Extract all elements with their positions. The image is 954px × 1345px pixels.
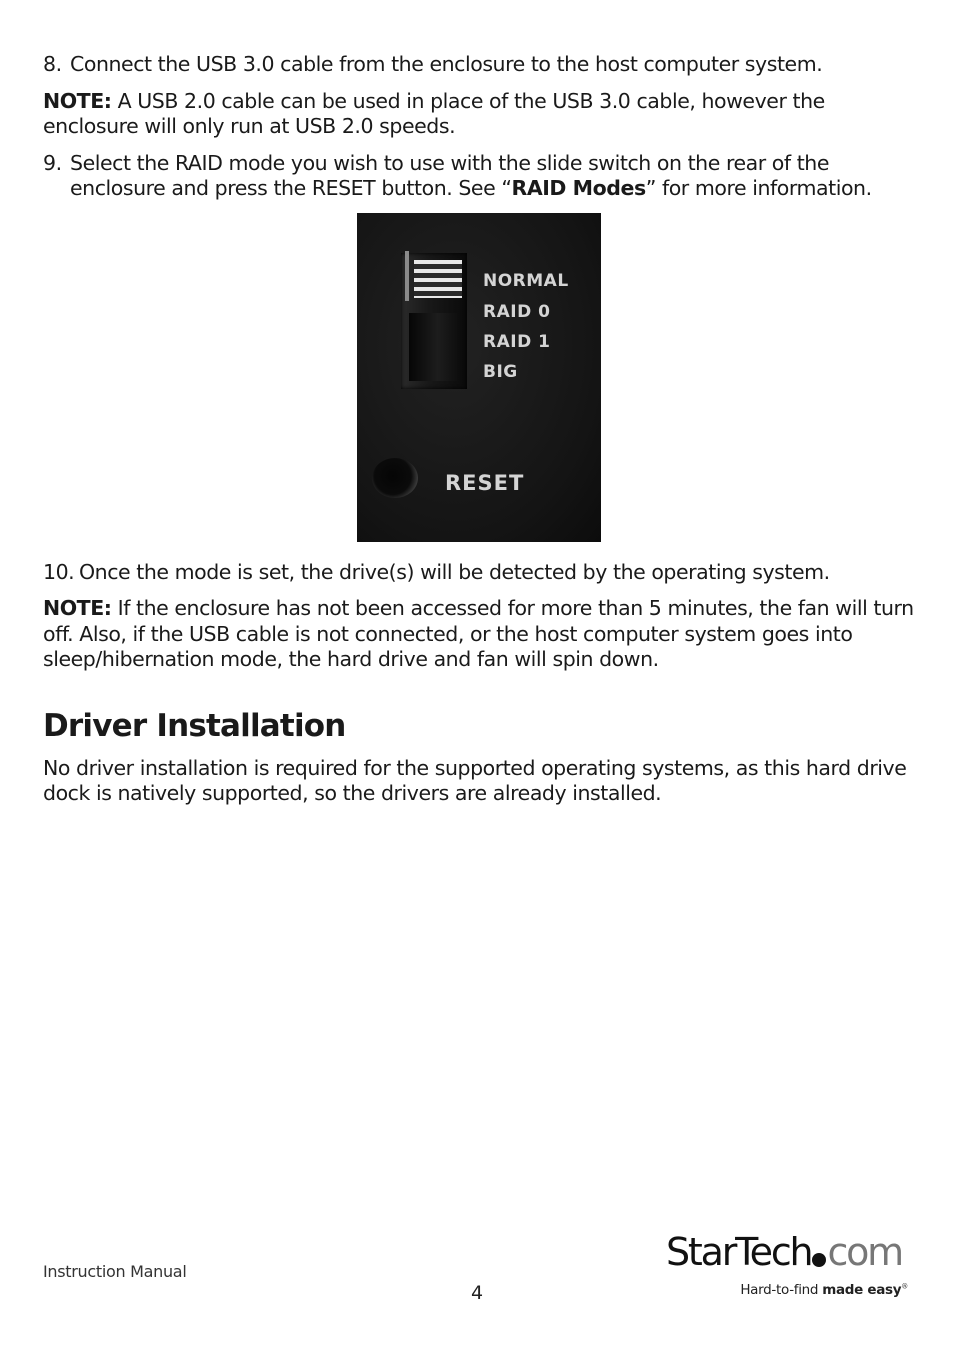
step-8 (43, 52, 915, 78)
logo-com-text: com (827, 1230, 902, 1274)
slide-switch-knob (414, 260, 462, 298)
mode-label-raid1: RAID 1 (483, 331, 551, 352)
step-number: 10. (43, 559, 75, 584)
step-number: 8. (43, 52, 62, 76)
step-text: Once the mode is set, the drive(s) will be detected by the operating system. (79, 559, 830, 584)
tagline-plain: Hard-to-find (740, 1282, 823, 1298)
registered-mark: ® (901, 1282, 908, 1291)
mode-label-normal: NORMAL (483, 270, 569, 291)
reset-button-image (372, 458, 418, 498)
mode-label-raid0: RAID 0 (483, 301, 551, 322)
tagline-bold: made easy (822, 1282, 902, 1298)
step-text: Connect the USB 3.0 cable from the enclosure to the host computer system. (70, 52, 823, 76)
mode-label-big: BIG (483, 361, 518, 382)
step-text-after: ” for more information. (645, 176, 872, 200)
slide-switch-slot (409, 313, 457, 381)
step-9 (43, 151, 915, 202)
reset-label: RESET (445, 470, 525, 495)
step-text (70, 151, 915, 202)
note-text: If the enclosure has not been accessed for more than 5 minutes, the fan will turn off. Also, if the USB cable is not connected, or the host computer system goes into sleep/hibernation mode, the hard drive and fan will spin down. (43, 596, 914, 671)
slide-switch-edge (405, 251, 409, 301)
page-number: 4 (470, 1282, 484, 1304)
logo-tagline (740, 1282, 908, 1298)
note-fan (43, 596, 915, 673)
note-text: A USB 2.0 cable can be used in place of the USB 3.0 cable, however the enclosure will only run at USB 2.0 speeds. (43, 88, 825, 138)
section-heading: Driver Installation (43, 707, 346, 744)
step-number: 9. (43, 150, 62, 175)
logo-dot-icon (812, 1253, 826, 1267)
raid-modes-reference: RAID Modes (511, 176, 646, 200)
footer-document-title: Instruction Manual (43, 1262, 187, 1281)
section-body: No driver installation is required for the supported operating systems, as this hard drive dock is natively supported, so the drivers are already installed. (43, 755, 907, 805)
page-content (43, 52, 915, 818)
logo-main-text: StarTech (665, 1230, 812, 1274)
startech-logo (665, 1228, 908, 1304)
raid-switch-photo (357, 213, 601, 542)
logo-wordmark (666, 1228, 902, 1276)
note-usb2 (43, 89, 915, 140)
step-text-before: Select the RAID mode you wish to use with the slide switch on the rear of the enclosure and press the RESET button. See “ (70, 150, 830, 200)
note-label: NOTE: (43, 596, 112, 620)
note-label: NOTE: (43, 88, 112, 113)
step-10 (43, 560, 915, 586)
